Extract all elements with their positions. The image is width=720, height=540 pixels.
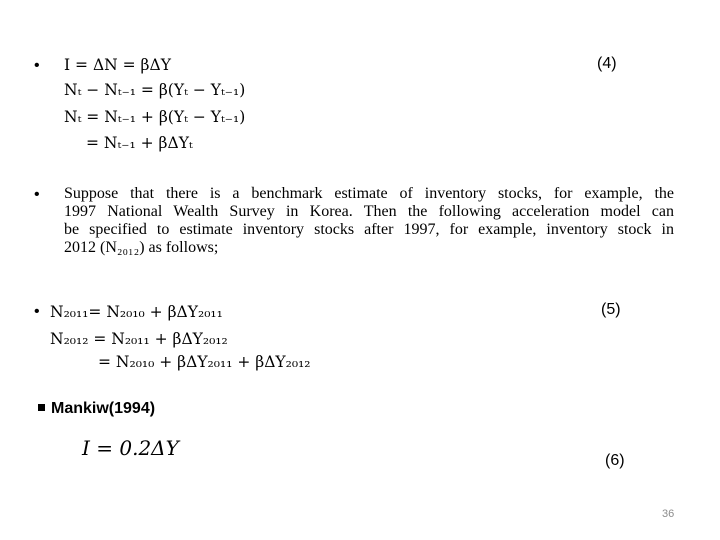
equation-line-3: Nₜ = Nₜ₋₁ + β(Yₜ − Yₜ₋₁)	[64, 108, 246, 126]
equation-number-6: (6)	[605, 452, 625, 469]
bullet-marker: •	[34, 303, 40, 320]
paragraph-line-3: be specified to estimate inventory stocks after 1997, for example, inventory stock in	[64, 221, 674, 238]
equation-line-2: Nₜ − Nₜ₋₁ = β(Yₜ − Yₜ₋₁)	[64, 81, 246, 99]
bullet-marker: •	[34, 186, 40, 203]
equation-number-5: (5)	[601, 301, 621, 318]
equation-line-7: = N₂₀₁₀ + βΔY₂₀₁₁ + βΔY₂₀₁₂	[98, 353, 311, 371]
equation-line-1: I = ΔN = βΔY	[64, 56, 171, 74]
square-bullet-icon	[38, 404, 45, 411]
paragraph-line-2: 1997 National Wealth Survey in Korea. Then the following acceleration model can	[64, 203, 674, 220]
paragraph-line-4: 2012 (N₂₀₁₂) as follows;	[64, 239, 219, 256]
formula: I = 0.2ΔY	[82, 436, 179, 460]
paragraph	[64, 185, 674, 257]
equation-line-5: N₂₀₁₁= N₂₀₁₀ + βΔY₂₀₁₁	[50, 303, 223, 321]
heading-text: Mankiw(1994)	[51, 400, 156, 417]
equation-number-4: (4)	[597, 55, 617, 72]
bullet-marker: •	[34, 57, 40, 74]
equation-line-4: = Nₜ₋₁ + βΔYₜ	[86, 134, 193, 152]
equation-line-6: N₂₀₁₂ = N₂₀₁₁ + βΔY₂₀₁₂	[50, 330, 228, 348]
paragraph-line-1: Suppose that there is a benchmark estimate of inventory stocks, for example, the	[64, 185, 674, 202]
page-number: 36	[662, 508, 675, 520]
section-heading	[38, 400, 155, 418]
